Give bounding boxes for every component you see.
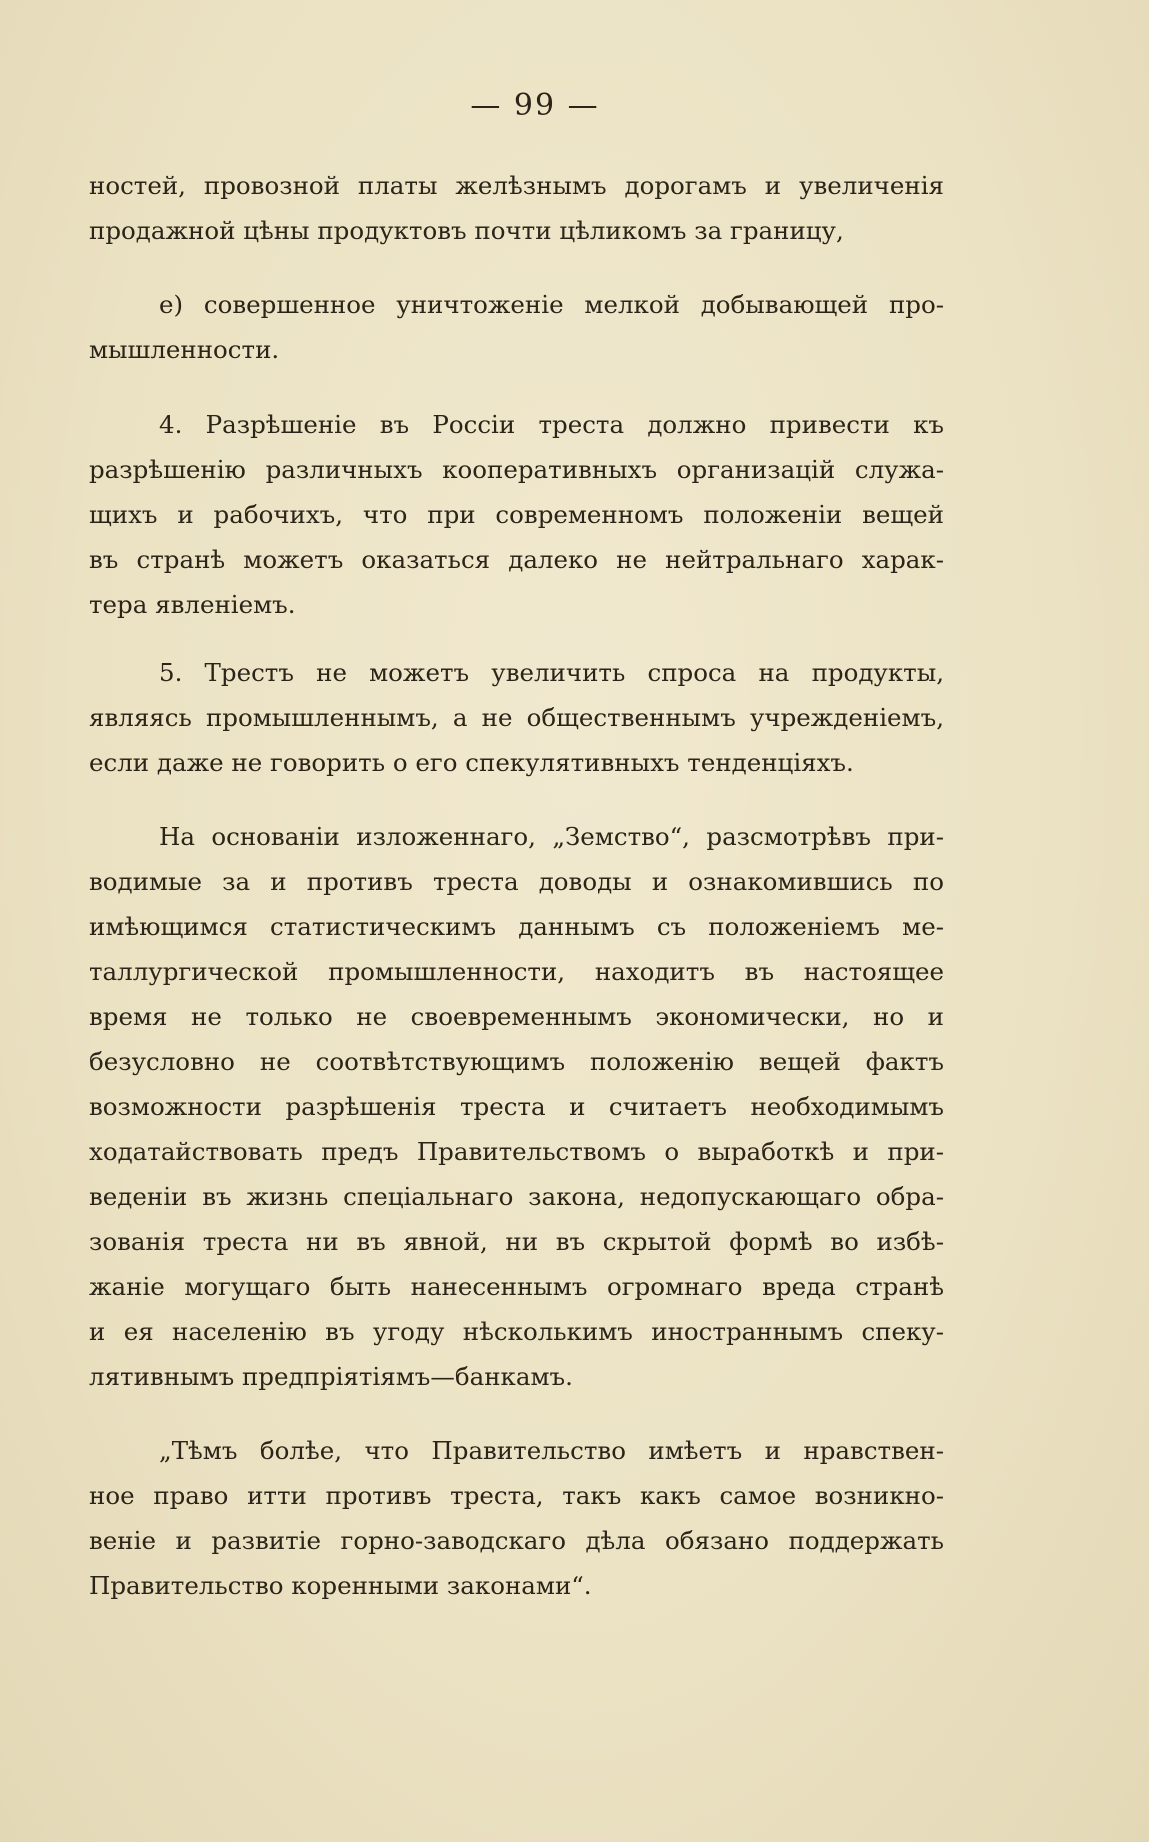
- text-line: зованія треста ни въ явной, ни въ скрытой формѣ во избѣ-: [89, 1227, 944, 1256]
- text-line: если даже не говорить о его спекулятивныхъ тенденціяхъ.: [89, 748, 854, 777]
- text-line: являясь промышленнымъ, а не общественнымъ учрежденіемъ,: [89, 703, 944, 732]
- paragraph: [89, 282, 944, 372]
- text-line: „Тѣмъ болѣе, что Правительство имѣетъ и нравствен-: [159, 1436, 944, 1465]
- text-line: водимые за и противъ треста доводы и ознакомившись по: [89, 867, 944, 896]
- text-line: веденіи въ жизнь спеціальнаго закона, недопускающаго обра-: [89, 1182, 944, 1211]
- text-line: 5. Трестъ не можетъ увеличить спроса на продукты,: [159, 658, 944, 687]
- paragraph: [89, 1428, 944, 1608]
- text-line: таллургической промышленности, находитъ въ настоящее: [89, 957, 944, 986]
- text-line: безусловно не соотвѣтствующимъ положенію вещей фактъ: [89, 1047, 944, 1076]
- text-line: ходатайствовать предъ Правительствомъ о выработкѣ и при-: [89, 1137, 944, 1166]
- text-line: въ странѣ можетъ оказаться далеко не нейтральнаго харак-: [89, 545, 944, 574]
- text-line: имѣющимся статистическимъ даннымъ съ положеніемъ ме-: [89, 912, 944, 941]
- text-line: продажной цѣны продуктовъ почти цѣликомъ за границу,: [89, 216, 844, 245]
- text-line: ностей, провозной платы желѣзнымъ дорогамъ и увеличенія: [89, 171, 944, 200]
- text-line: е) совершенное уничтоженіе мелкой добывающей про-: [159, 290, 944, 319]
- paragraph: [89, 814, 944, 1399]
- text-line: время не только не своевременнымъ экономически, но и: [89, 1002, 944, 1031]
- text-line: На основаніи изложеннаго, „Земство“, разсмотрѣвъ при-: [159, 822, 944, 851]
- page-number: — 99 —: [470, 88, 600, 123]
- text-line: тера явленіемъ.: [89, 590, 296, 619]
- text-line: ное право итти противъ треста, такъ какъ самое возникно-: [89, 1481, 944, 1510]
- text-line: щихъ и рабочихъ, что при современномъ положеніи вещей: [89, 500, 944, 529]
- paragraph: [89, 163, 944, 253]
- text-line: и ея населенію въ угоду нѣсколькимъ иностраннымъ спеку-: [89, 1317, 944, 1346]
- paragraph: [89, 402, 944, 627]
- text-line: возможности разрѣшенія треста и считаетъ необходимымъ: [89, 1092, 944, 1121]
- text-line: 4. Разрѣшеніе въ Россіи треста должно привести къ: [159, 410, 944, 439]
- text-line: мышленности.: [89, 335, 280, 364]
- text-line: разрѣшенію различныхъ кооперативныхъ организацій служа-: [89, 455, 944, 484]
- paragraph: [89, 650, 944, 785]
- text-line: веніе и развитіе горно-заводскаго дѣла обязано поддержать: [89, 1526, 944, 1555]
- text-line: лятивнымъ предпріятіямъ—банкамъ.: [89, 1362, 573, 1391]
- text-line: жаніе могущаго быть нанесеннымъ огромнаго вреда странѣ: [89, 1272, 944, 1301]
- text-line: Правительство коренными законами“.: [89, 1571, 592, 1600]
